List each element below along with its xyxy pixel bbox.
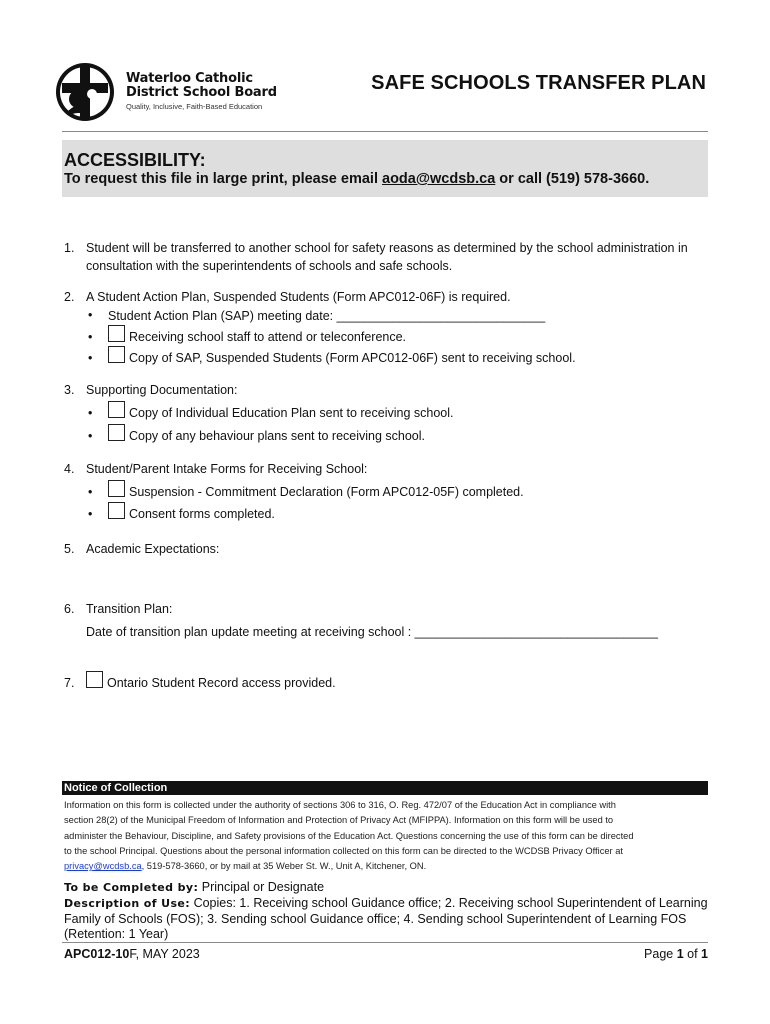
item-2-sap-copy-checkbox[interactable]	[108, 346, 125, 363]
item-6-text: Transition Plan:	[86, 602, 173, 616]
item-3-iep-label: Copy of Individual Education Plan sent to receiving school.	[129, 406, 454, 420]
item-2-receiving-staff-checkbox[interactable]	[108, 325, 125, 342]
form-code-date: F, MAY 2023	[129, 947, 200, 961]
description-of-use-value: Copies: 1. Receiving school Guidance office; 2. Receiving school Superintendent of Learning Family of Schools (FOS); 3. Sending school Guidance office; 4. Sending school Superintendent of Learning FOS (Retention: 1 Year)	[64, 896, 708, 941]
item-3-number: 3.	[64, 383, 75, 397]
notice-line: Information on this form is collected under the authority of sections 306 to 316, O. Reg. 472/07 of the Education Act in compliance with	[64, 800, 616, 810]
bullet: •	[88, 507, 93, 521]
accessibility-heading: ACCESSIBILITY:	[64, 150, 206, 170]
wcdsb-logo	[54, 61, 116, 123]
page-total: 1	[701, 947, 708, 961]
form-code-number: APC012-10	[64, 947, 130, 961]
item-7-number: 7.	[64, 676, 75, 690]
item-7-osr-label: Ontario Student Record access provided.	[107, 676, 336, 690]
accessibility-text	[64, 171, 649, 187]
completed-by-value: Principal or Designate	[198, 880, 325, 894]
page-of: of	[683, 947, 702, 961]
item-1-line2: consultation with the superintendents of schools and safe schools.	[86, 259, 453, 273]
item-4-suspension-label: Suspension - Commitment Declaration (Form APC012-05F) completed.	[129, 485, 524, 499]
document-title: SAFE SCHOOLS TRANSFER PLAN	[371, 72, 706, 94]
notice-line: to the school Principal. Questions about the personal information collected on this form can be directed to the WCDSB Privacy Officer at	[64, 845, 623, 856]
item-4-consent-label: Consent forms completed.	[129, 507, 275, 521]
item-3-behaviour-checkbox[interactable]	[108, 424, 125, 441]
item-6-number: 6.	[64, 602, 75, 616]
bullet: •	[88, 330, 93, 344]
privacy-email-link[interactable]: privacy@wcdsb.ca	[64, 861, 142, 872]
completed-by-label: To be Completed by:	[64, 881, 199, 894]
bullet: •	[88, 308, 93, 322]
page-indicator	[644, 947, 708, 961]
description-of-use-label: Description of Use:	[64, 897, 191, 910]
item-2-sap-meeting-date: Student Action Plan (SAP) meeting date: ______________________________	[108, 309, 546, 323]
notice-line-rest: , 519-578-3660, or by mail at 35 Weber St. W., Unit A, Kitchener, ON.	[141, 861, 427, 872]
accessibility-text-after: or call (519) 578-3660.	[495, 171, 650, 187]
org-name-line1: Waterloo Catholic	[126, 71, 253, 86]
item-1-line1: Student will be transferred to another school for safety reasons as determined by the school administration in	[86, 241, 688, 255]
org-name-block	[126, 72, 277, 111]
item-4-number: 4.	[64, 462, 75, 476]
item-2-text: A Student Action Plan, Suspended Students (Form APC012-06F) is required.	[86, 290, 511, 304]
notice-line: administer the Behaviour, Discipline, and Safety provisions of the Education Act. Questions concerning the use of this form can be directed	[64, 830, 634, 841]
bullet: •	[88, 406, 93, 420]
bullet: •	[88, 351, 93, 365]
item-2-sap-copy-label: Copy of SAP, Suspended Students (Form APC012-06F) sent to receiving school.	[129, 351, 576, 365]
bullet: •	[88, 485, 93, 499]
notice-line	[64, 859, 714, 874]
page-label: Page	[644, 947, 677, 961]
footer-divider	[62, 942, 708, 943]
item-4-consent-checkbox[interactable]	[108, 502, 125, 519]
org-name-line2: District School Board	[126, 85, 277, 100]
notice-title: Notice of Collection	[64, 782, 168, 794]
org-tagline: Quality, Inclusive, Faith-Based Education	[126, 102, 263, 111]
item-3-behaviour-label: Copy of any behaviour plans sent to receiving school.	[129, 429, 426, 443]
form-code	[64, 947, 200, 961]
item-3-text: Supporting Documentation:	[86, 383, 238, 397]
notice-body	[64, 798, 714, 874]
item-2-number: 2.	[64, 290, 75, 304]
item-1-number: 1.	[64, 241, 75, 255]
notice-line: section 28(2) of the Municipal Freedom of Information and Protection of Privacy Act (MFIPPA). Information on this form will be used to	[64, 815, 614, 826]
item-4-text: Student/Parent Intake Forms for Receiving School:	[86, 462, 368, 476]
item-4-suspension-checkbox[interactable]	[108, 480, 125, 497]
cross-logo-icon	[54, 61, 116, 123]
item-7-osr-checkbox[interactable]	[86, 671, 103, 688]
item-3-iep-checkbox[interactable]	[108, 401, 125, 418]
item-2-receiving-staff-label: Receiving school staff to attend or teleconference.	[129, 330, 407, 344]
page-number: 1	[676, 947, 684, 961]
item-5-text: Academic Expectations:	[86, 542, 220, 556]
description-of-use	[64, 896, 714, 943]
header-divider	[62, 131, 708, 132]
completed-by	[64, 880, 324, 894]
accessibility-text-before: To request this file in large print, please email	[64, 171, 383, 187]
bullet: •	[88, 429, 93, 443]
item-5-number: 5.	[64, 542, 75, 556]
item-6-meeting-date: Date of transition plan update meeting at receiving school : ___________________________________	[86, 625, 658, 639]
accessibility-email-link[interactable]: aoda@wcdsb.ca	[382, 171, 496, 187]
